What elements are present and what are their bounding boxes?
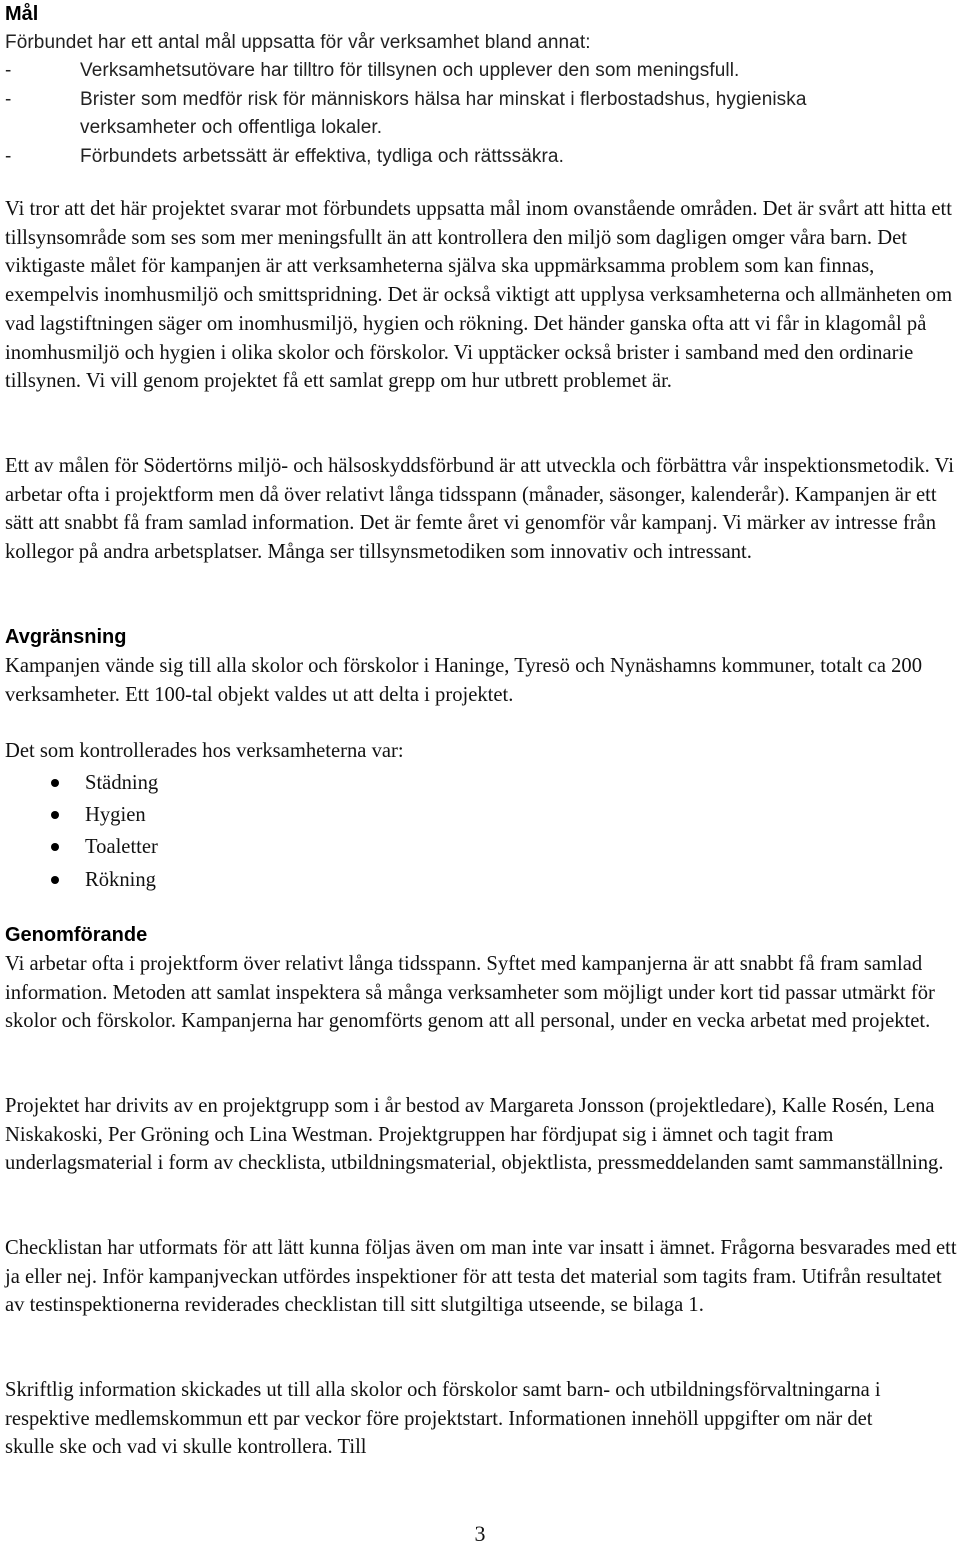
bullet-icon <box>51 876 59 884</box>
dash-list-item: - Verksamhetsutövare har tilltro för tillsynen och upplever den som meningsfull. <box>5 57 955 86</box>
controlled-items-list <box>5 767 905 896</box>
bullet-list-item: Rökning <box>5 864 905 896</box>
bullet-icon <box>51 843 59 851</box>
section-heading-genomforande: Genomförande <box>5 924 148 946</box>
genomforande-paragraph-2: Projektet har drivits av en projektgrupp som i år bestod av Margareta Jonsson (projektledare), Kalle Rosén, Lena Niskakoski, Per Gröning och Lina Westman. Projektgruppen har fördjupat sig i ämnet och tagit fram underlagsmaterial i form av checklista, utbildningsmaterial, objektlista, pressmeddelanden samt sammanställning. <box>5 1095 944 1175</box>
bullet-list-item: Hygien <box>5 799 905 831</box>
bullet-list-item: Toaletter <box>5 831 905 863</box>
genomforande-paragraph-1: Vi arbetar ofta i projektform över relativt långa tidsspann. Syftet med kampanjerna är att snabbt få fram samlad information. Metoden att samlat inspektera så många verksamheter som möjligt under kort tid passar utmärkt för skolor och förskolor. Kampanjerna har genomförts genom att all personal, under en vecka arbetat med projektet. <box>5 953 935 1033</box>
avgransning-paragraph: Kampanjen vände sig till alla skolor och förskolor i Haninge, Tyresö och Nynäshamns kommuner, totalt ca 200 verksamheter. Ett 100-tal objekt valdes ut att delta i projektet. <box>5 655 923 706</box>
dash-marker: - <box>5 88 12 110</box>
mal-dash-list <box>5 57 955 171</box>
bullet-list-item: Städning <box>5 767 905 799</box>
dash-list-item: - Brister som medför risk för människors hälsa har minskat i flerbostadshus, hygieniska verksamheter och offentliga lokaler. <box>5 86 955 143</box>
dash-list-item: - Förbundets arbetssätt är effektiva, tydliga och rättssäkra. <box>5 143 955 172</box>
page-number: 3 <box>474 1521 486 1546</box>
section-heading-avgransning: Avgränsning <box>5 626 127 648</box>
dash-marker: - <box>5 60 12 81</box>
genomforande-paragraph-4: Skriftlig information skickades ut till alla skolor och förskolor samt barn- och utbildningsförvaltningarna i respektive medlemskommun ett par veckor före projektstart. Informationen innehöll uppgifter om när det skulle ske och vad vi skulle kontrollera. Till <box>5 1379 881 1459</box>
genomforande-paragraph-3: Checklistan har utformats för att lätt kunna följas även om man inte var insatt i ämnet. Frågorna besvarades med ett ja eller nej. Inför kampanjveckan utfördes inspektioner för att testa det material som tagits fram. Utifrån resultatet av testinspektionerna reviderades checklistan till sitt slutgiltiga utseende, se bilaga 1. <box>5 1237 957 1317</box>
bullet-icon <box>51 779 59 787</box>
mal-paragraph-2: Ett av målen för Södertörns miljö- och hälsoskyddsförbund är att utveckla och förbättra vår inspektionsmetodik. Vi arbetar ofta i projektform men då över relativt långa tidsspann (månader, säsonger, kalenderår). Kampanjen är ett sätt att snabbt få fram samlad information. Det är femte året vi genomför vår kampanj. Vi märker av intresse från kollegor på andra arbetsplatser. Många ser tillsynsmetodiken som innovativ och intressant. <box>5 455 954 564</box>
section-heading-mal: Mål <box>5 3 39 25</box>
dash-marker: - <box>5 145 12 167</box>
controlled-items-intro: Det som kontrollerades hos verksamheterna var: <box>5 740 404 762</box>
mal-intro: Förbundet har ett antal mål uppsatta för vår verksamhet bland annat: <box>5 32 591 53</box>
mal-paragraph-1: Vi tror att det här projektet svarar mot förbundets uppsatta mål inom ovanstående områden. Det är svårt att hitta ett tillsynsområde som ses som mer meningsfullt än att kontrollera den miljö som dagligen omger våra barn. Det viktigaste målet för kampanjen är att verksamheterna själva ska uppmärksamma problem som kan finnas, exempelvis inomhusmiljö och smittspridning. Det är också viktigt att upplysa verksamheterna och allmänheten om vad lagstiftningen säger om inomhusmiljö, hygien och rökning. Det händer ganska ofta att vi får in klagomål på inomhusmiljö och hygien i olika skolor och förskolor. Vi upptäcker också brister i samband med den ordinarie tillsynen. Vi vill genom projektet få ett samlat grepp om hur utbrett problemet är. <box>5 198 953 393</box>
bullet-icon <box>51 811 59 819</box>
